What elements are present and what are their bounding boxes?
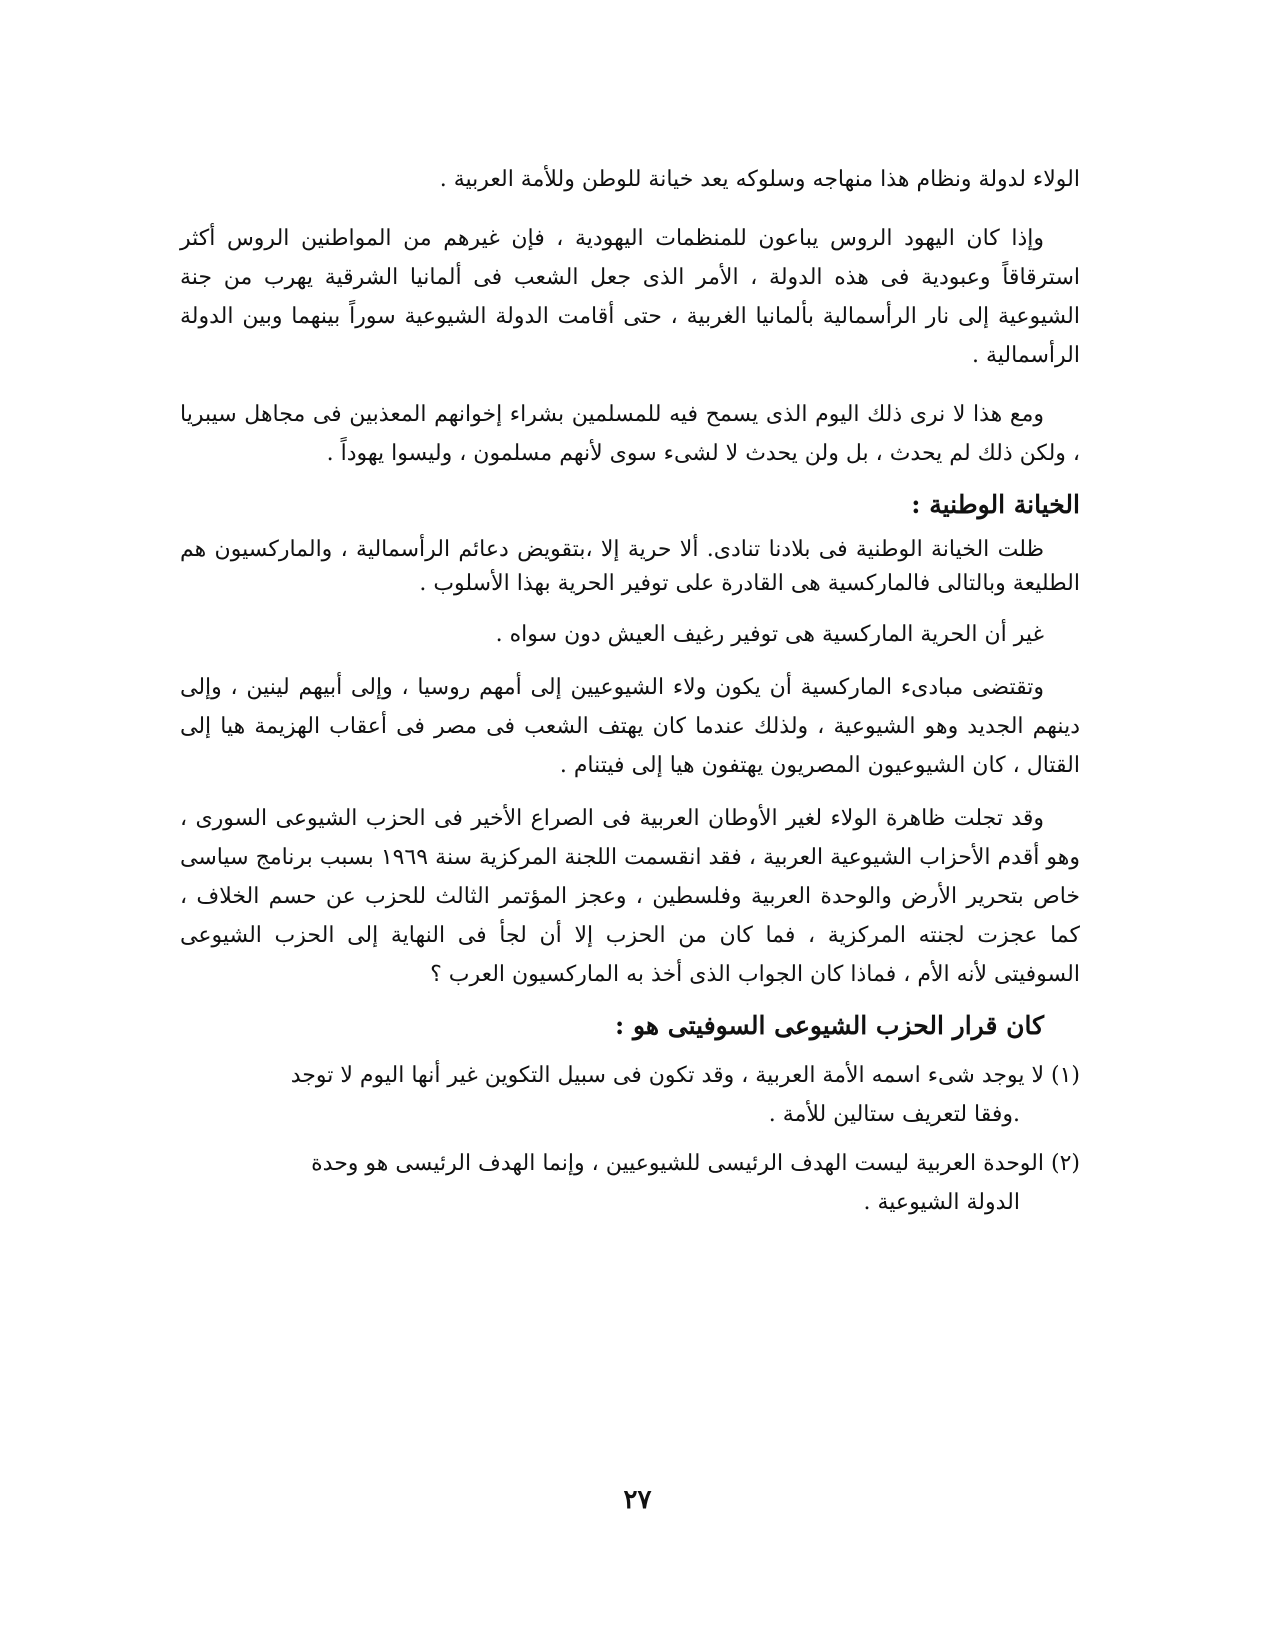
paragraph-3: ومع هذا لا نرى ذلك اليوم الذى يسمح فيه للمسلمين بشراء إخوانهم المعذبين فى مجاهل سيبريا ، ولكن ذلك لم يحدث ، بل ولن يحدث لا لشىء سوى لأنهم مسلمون ، وليسوا يهوداً . bbox=[180, 402, 1080, 466]
list-item-1-line-2: .وفقا لتعريف ستالين للأمة . bbox=[768, 1102, 1020, 1127]
list-item-2-line-2: الدولة الشيوعية . bbox=[863, 1190, 1020, 1215]
paragraph-1: الولاء لدولة ونظام هذا منهاجه وسلوكه يعد خيانة للوطن وللأمة العربية . bbox=[439, 167, 1080, 192]
list-item-2 bbox=[180, 1144, 1080, 1222]
list-item-1-line-1: (١) لا يوجد شىء اسمه الأمة العربية ، وقد تكون فى سبيل التكوين غير أنها اليوم لا توجد bbox=[290, 1063, 1080, 1088]
list-item-2-line-1: (٢) الوحدة العربية ليست الهدف الرئيسى للشيوعيين ، وإنما الهدف الرئيسى هو وحدة bbox=[311, 1151, 1080, 1176]
paragraph-2: وإذا كان اليهود الروس يباعون للمنظمات اليهودية ، فإن غيرهم من المواطنين الروس أكثر استرقاقاً وعبودية فى هذه الدولة ، الأمر الذى جعل الشعب فى ألمانيا الشرقية يهرب من جنة الشيوعية إلى نار الرأسمالية بألمانيا الغربية ، حتى أقامت الدولة الشيوعية سوراً بينهما وبين الدولة الرأسمالية . bbox=[180, 226, 1080, 368]
list-item-1 bbox=[180, 1056, 1080, 1134]
document-page bbox=[180, 160, 1080, 1222]
paragraph-5: غير أن الحرية الماركسية هى توفير رغيف العيش دون سواه . bbox=[495, 622, 1044, 647]
section-heading-soviet-decision: كان قرار الحزب الشيوعى السوفيتى هو : bbox=[615, 1011, 1044, 1040]
paragraph-7: وقد تجلت ظاهرة الولاء لغير الأوطان العربية فى الصراع الأخير فى الحزب الشيوعى السورى ، وهو أقدم الأحزاب الشيوعية العربية ، فقد انقسمت اللجنة المركزية سنة ١٩٦٩ بسبب برنامج سياسى خاص بتحرير الأرض والوحدة العربية وفلسطين ، وعجز المؤتمر الثالث للحزب عن حسم الخلاف ، كما عجزت لجنته المركزية ، فما كان من الحزب إلا أن لجأ فى النهاية إلى الحزب الشيوعى السوفيتى لأنه الأم ، فماذا كان الجواب الذى أخذ به الماركسيون العرب ؟ bbox=[180, 806, 1081, 987]
section-heading-national-betrayal: الخيانة الوطنية : bbox=[911, 490, 1080, 519]
paragraph-4: ظلت الخيانة الوطنية فى بلادنا تنادى. ألا حرية إلا ،بتقويض دعائم الرأسمالية ، والماركسيون هم الطليعة وبالتالى فالماركسية هى القادرة على توفير الحرية بهذا الأسلوب . bbox=[180, 537, 1080, 596]
page-number: ٢٧ bbox=[623, 1485, 652, 1515]
paragraph-6: وتقتضى مبادىء الماركسية أن يكون ولاء الشيوعيين إلى أمهم روسيا ، وإلى أبيهم لينين ، وإلى دينهم الجديد وهو الشيوعية ، ولذلك عندما كان يهتف الشعب فى مصر فى أعقاب الهزيمة هيا إلى القتال ، كان الشيوعيون المصريون يهتفون هيا إلى فيتنام . bbox=[180, 675, 1080, 778]
